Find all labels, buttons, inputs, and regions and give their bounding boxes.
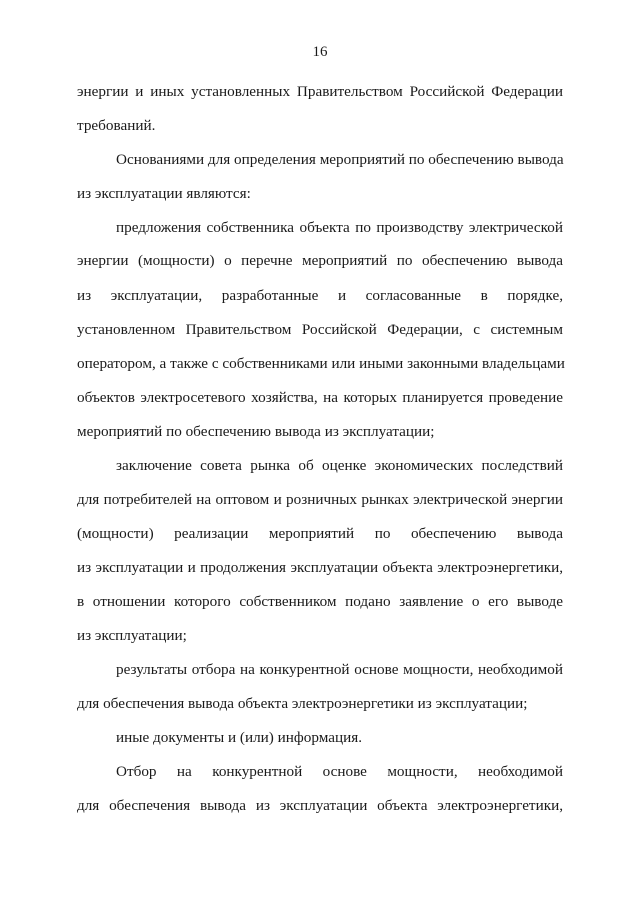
text-line: предложения собственника объекта по производству электрической	[116, 219, 563, 236]
text-line: заключение совета рынка об оценке экономических последствий	[116, 457, 563, 474]
text-line: энергии (мощности) о перечне мероприятий по обеспечению вывода	[77, 252, 563, 269]
text-line: из эксплуатации и продолжения эксплуатации объекта электроэнергетики,	[77, 559, 563, 576]
text-line: из эксплуатации;	[77, 627, 187, 644]
text-line: требований.	[77, 117, 156, 134]
text-line: из эксплуатации, разработанные и согласованные в порядке,	[77, 287, 563, 304]
page-number: 16	[312, 44, 328, 60]
text-line: Отбор на конкурентной основе мощности, необходимой	[116, 763, 563, 780]
text-line: в отношении которого собственником подано заявление о его выводе	[77, 593, 563, 610]
text-line: иные документы и (или) информация.	[116, 729, 363, 746]
text-line: оператором, а также с собственниками или иными законными владельцами	[77, 355, 565, 372]
text-line: мероприятий по обеспечению вывода из эксплуатации;	[77, 423, 435, 440]
text-line: (мощности) реализации мероприятий по обеспечению вывода	[77, 525, 563, 542]
text-line: объектов электросетевого хозяйства, на которых планируется проведение	[77, 389, 563, 406]
text-line: из эксплуатации являются:	[77, 185, 251, 202]
text-line: результаты отбора на конкурентной основе мощности, необходимой	[116, 661, 563, 678]
text-line: Основаниями для определения мероприятий по обеспечению вывода	[116, 151, 564, 168]
text-line: для обеспечения вывода из эксплуатации объекта электроэнергетики,	[77, 797, 563, 814]
text-line: установленном Правительством Российской Федерации, с системным	[77, 321, 563, 338]
text-line: для обеспечения вывода объекта электроэнергетики из эксплуатации;	[77, 695, 528, 712]
text-line: для потребителей на оптовом и розничных рынках электрической энергии	[77, 491, 563, 508]
text-line: энергии и иных установленных Правительством Российской Федерации	[77, 83, 563, 100]
